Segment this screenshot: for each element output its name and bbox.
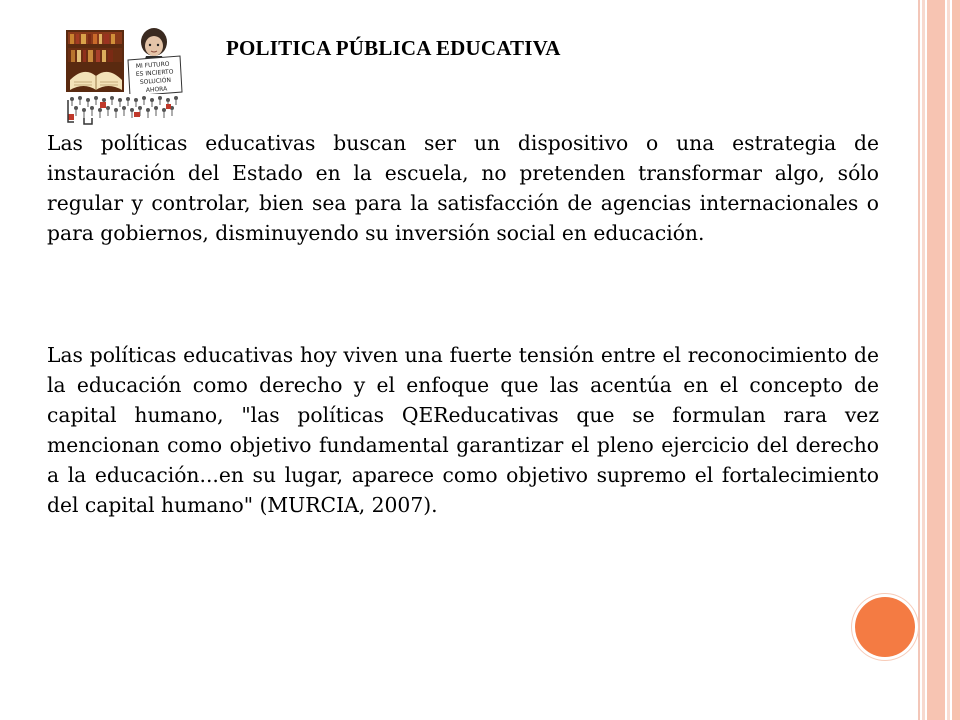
side-stripe [952,0,960,720]
child-with-sign-photo [128,28,182,96]
slide-title: POLITICA PÚBLICA EDUCATIVA [226,36,561,60]
svg-text:MI FUTURO: MI FUTURO [135,60,170,70]
side-stripe [927,0,945,720]
side-stripe [922,0,925,720]
svg-text:SOLUCIÓN: SOLUCIÓN [139,76,172,86]
education-collage-image [66,26,188,126]
svg-text:ES INCIERTO: ES INCIERTO [135,68,174,78]
side-stripe [947,0,950,720]
paragraph-2: Las políticas educativas hoy viven una fuerte tensión entre el reconocimiento de la educación como derecho y el enfoque que las acentúa en el concepto de capital humano, "las políticas QEReducativas que se formulan rara vez mencionan como objetivo fundamental garantizar el pleno ejercicio del derecho a la educación...en su lugar, aparece como objetivo supremo el fortalecimiento del capital humano" (MURCIA, 2007). [47,343,879,517]
side-stripe [918,0,920,720]
svg-text:AHORA: AHORA [145,85,168,94]
paragraph-1: Las políticas educativas buscan ser un dispositivo o una estrategia de instauración del Estado en la escuela, no pretenden transformar algo, sólo regular y controlar, bien sea para la satisfacción de agencias internacionales o para gobiernos, disminuyendo su inversión social en educación. [47,131,879,245]
crowd-illustration [66,94,188,126]
books-photo [66,30,124,92]
decorative-circle [855,597,915,657]
